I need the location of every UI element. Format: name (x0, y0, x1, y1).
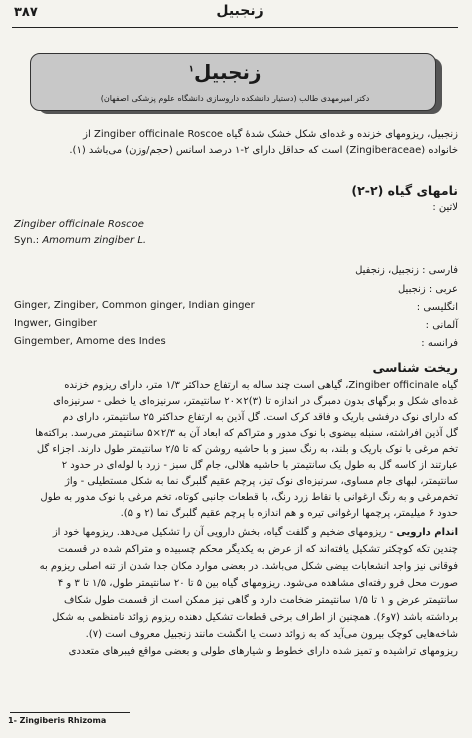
french-label: فرانسه : (421, 338, 458, 349)
latin-name: Zingiber officinale Roscoe (14, 219, 144, 230)
intro-line-2: خانواده (Zingiberaceae) است که حداقل دارای ۲-۱ درصد اسانس (حجم/وزن) می‌باشد (۱). (69, 145, 458, 156)
organ-line: چندین تکه کوچکتر تشکیل یافته‌اند که از عرض به یکدیگر محکم چسبیده و متراکم شده در قسمت (58, 544, 458, 555)
article-title-text: زنجبیل (193, 60, 262, 84)
morph-line: تخم مرغی با نوک باریک و بلند، به رنگ سبز و با حاشیه روشن که تا ۲/۵ سانتیمتر طول دارند. اجزاء گل (36, 444, 458, 455)
intro-line-1: زنجبیل، ریزومهای خزنده و غده‌ای شکل خشک شدهٔ گیاه Zingiber officinale Roscoe از (83, 129, 458, 140)
organ-line: شاخه‌هایی کوچک بیرون می‌آید که به زوائد دست یا انگشت مانند زنجبیل معروف است (۷). (85, 629, 458, 640)
english-label: انگلیسی : (416, 302, 458, 313)
synonym-value: Amomum zingiber L. (42, 235, 147, 246)
title-footnote-mark: ۱ (188, 64, 194, 75)
morphology-heading: ریخت شناسی (372, 360, 458, 375)
arabic-name: عربی : زنجبیل (397, 284, 458, 295)
author-line: دکتر امیرمهدی طالب (دستیار دانشکده داروسازی دانشگاه علوم پزشکی اصفهان) (100, 94, 370, 103)
organ-line: فوقانی نیز واجد انشعابات بیضی شکل می‌باشد. در بعضی موارد مکان جدا شدن از تنه اصلی ریزوم به (39, 561, 458, 572)
names-heading: نامهای گیاه (۲-۲) (351, 183, 458, 198)
morph-line: که دارای نوک درفشی باریک و فاقد کرک است. گل آذین به ارتفاع حداکثر ۲۵ سانتیمتر، دارای دم (62, 412, 458, 423)
morph-line: گیاه Zingiber officinale، گیاهی است چند ساله به ارتفاع حداکثر ۱/۳ متر، دارای ریزوم خزنده (64, 380, 458, 391)
organ-line: برداشته باشد (۷و۶). همچنین از اطراف برخی قطعات تشکیل دهنده ریزوم زوائد نامنظمی به شکل (52, 612, 458, 623)
german-names: Ingwer, Gingiber (14, 318, 98, 329)
header-rule (12, 27, 458, 28)
organ-line: سانتیمتر عرض و ۱ تا ۱/۵ سانتیمتر ضخامت دارد و گاهی نیز ممکن است از قسمت طول شکاف (63, 595, 458, 606)
morph-line: عبارتند از کاسه گل به طول یک سانتیمتر با حاشیه هلالی، جام گل سبز - زرد با لوله‌ای در حدود ۲ (61, 460, 458, 471)
running-title: زنجبیل (216, 3, 264, 19)
morph-line: غده‌ای شکل و برگهای بدون دمبرگ در اندازه تا (۳)۲×۲۰ سانتیمتر، سرنیزه‌ای یا خطی - سرنیزه‌ای (53, 396, 458, 407)
german-label: آلمانی : (425, 320, 458, 331)
morph-line: گل آذین افراشته، سنبله بیضوی با نوک مدور و متراکم که ابعاد آن به ۲/۳×۵ سانتیمتر می‌رسد. براکته‌ها (35, 428, 458, 439)
morph-line: حدود ۶ میلیمتر، پرچمها ارغوانی تیره و هم اندازه با پرچم عقیم گلبرگ نما (۲ و ۵). (120, 508, 458, 519)
morph-line: سانتیمتر، لبهای جام مساوی، سرنیزه‌ای نوک تیز، پرچم عقیم گلبرگ نما به شکل مستطیلی - واژ (65, 476, 458, 487)
footnote-rule (10, 712, 130, 713)
synonym-line (14, 235, 146, 246)
organ-line: ریزومهای تراشیده و تمیز شده دارای خطوط و شیارهای طولی و بعضی مواقع فیبرهای متعددی (68, 646, 458, 657)
persian-name: فارسی : زنجبیل، زنجفیل (355, 265, 458, 276)
organ-lead: اندام دارویی (396, 527, 458, 538)
synonym-label: Syn.: (14, 235, 40, 246)
organ-line: صورت محل فرو رفته‌ای مشاهده می‌شود. ریزومهای گیاه بین ۵ تا ۲۰ سانتیمتر طول، ۱/۵ تا ۳ و ۴ (57, 578, 458, 589)
article-title (140, 60, 310, 84)
organ-line-1-rest: - ریزومهای ضخیم و گلفت گیاه، بخش دارویی آن را تشکیل می‌دهد. ریزومها خود از (52, 527, 397, 538)
footnote: 1- Zingiberis Rhizoma (8, 716, 107, 725)
english-names: Ginger, Zingiber, Common ginger, Indian ginger (14, 300, 255, 311)
french-names: Gingember, Amome des Indes (14, 336, 166, 347)
page-number: ۳۸۷ (14, 5, 38, 20)
latin-label: لاتین : (432, 202, 458, 213)
morph-line: تخم‌مرغی و به رنگ ارغوانی با نقاط زرد رنگ، با قطعات جانبی کوتاه، تخم مرغی با نوک مدور به طول (40, 492, 458, 503)
organ-line-1 (14, 525, 458, 541)
